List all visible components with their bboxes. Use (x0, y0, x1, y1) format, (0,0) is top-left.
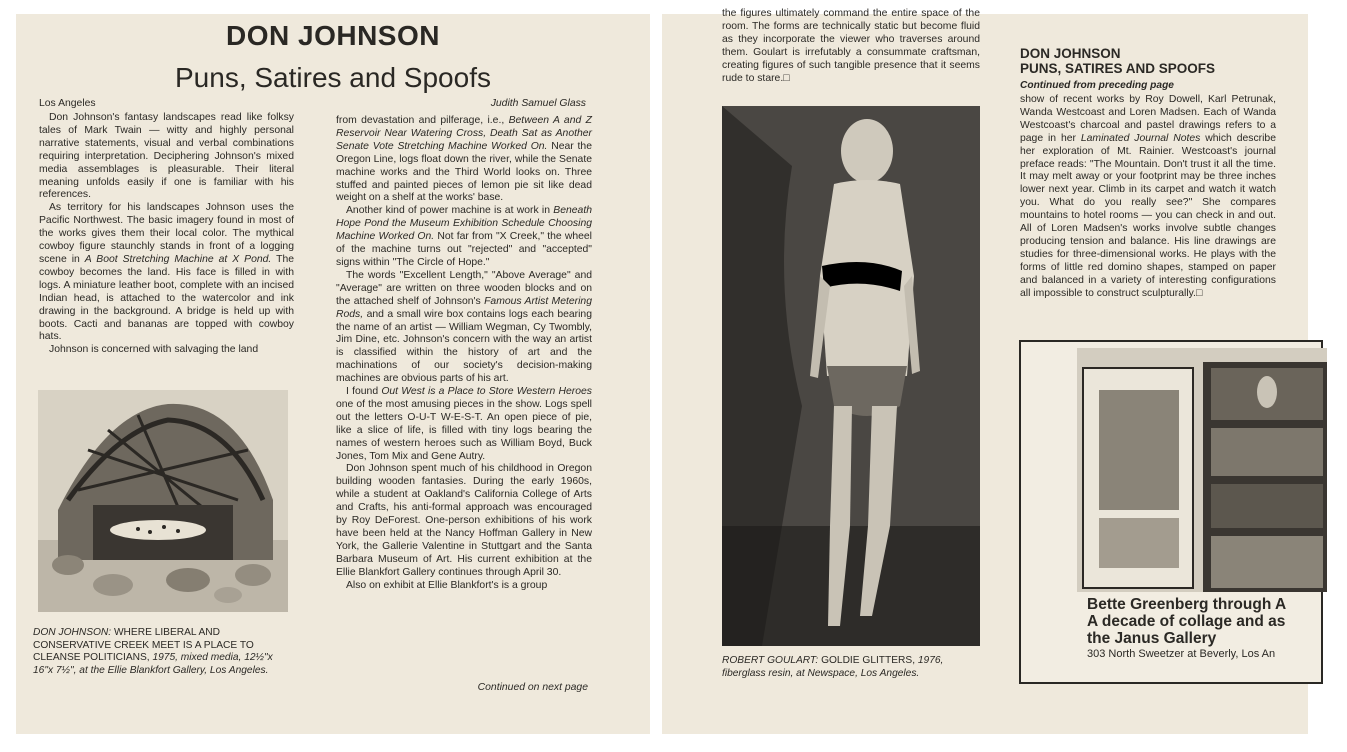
goulart-review-ending (722, 8, 980, 85)
paragraph: As territory for his landscapes Johnson uses the Pacific Northwest. The basic imagery found in most of the works gives them their local color. The mythical cowboy figure staunchly stands in front of a logging scene in A Boot Stretching Machine at X Pond. The cowboy becomes the land. His face is filled in with logs. A miniature leather boot, complete with an incised Indian head, is attached to the watercolor and ink drawing in the background. A bridge is held up with boots. Cacti and bananas are topped with cowboy hats. (39, 202, 294, 343)
byline: Judith Samuel Glass (490, 98, 586, 109)
assemblage-image (38, 390, 288, 612)
article-subtitle: Puns, Satires and Spoofs (175, 62, 491, 93)
paragraph: Also on exhibit at Ellie Blankfort's is a group (346, 579, 548, 591)
left-page (16, 14, 650, 734)
photo-caption: DON JOHNSON: WHERE LIBERAL AND CONSERVATIVE CREEK MEET IS A PLACE TO CLEANSE POLITICIANS, 1975, mixed media, 12½"x 16"x 7½", at the Ellie Blankfort Gallery, Los Angeles. (33, 627, 273, 676)
continued-next-page: Continued on next page (477, 682, 588, 693)
paragraph: from devastation and pilferage, i.e., Between A and Z Reservoir Near Watering Cross, Death Sat as Another Senate Vote Stretching Machine Worked On. Near the Oregon Line, logs float down the river, while the Senate machine works and the Third World looks on. Three stuffed and painted pieces of lemon pie sit like dead weight on a shelf at the works' base. (336, 115, 592, 204)
paragraph: show of recent works by Roy Dowell, Karl Petrunak, Wanda Westcoast and Loren Madsen. Each of Wanda Westcoast's charcoal and pastel drawings refers to a page in her Laminated Journal Notes which describe her exploration of Mt. Rainier. Westcoast's journal preface reads: "The Mountain. Don't trust it all the time. It may melt away or your footprint may be three inches lower next year. Climb in its carpet and watch it watch you. What do you really see?" She compares mountains to hotel rooms — you can check in and out. All of Loren Madsen's works involve subtle changes producing tension and balance. His line drawings are studies for three-dimensional works. He plays with the forms of little red domino shapes, stamped on paper and balanced in a variety of interesting configurations all impossible to construct sculpturally.□ (1020, 94, 1276, 299)
ad-cabinet-photo (1077, 348, 1327, 592)
artwork-photo-goulart (722, 106, 980, 646)
paragraph: the figures ultimately command the entire space of the room. The forms are technically static but become fluid as they incorporate the viewer who traverses around them. Goulart is irrefutably a consummate craftsman, creating figures of such tangible presence that it seems rude to stare.□ (722, 8, 980, 84)
paragraph: Don Johnson's fantasy landscapes read like folksy tales of Mark Twain — witty and highly personal narrative statements, visual and verbal combinations requiring interpretation. Deciphering Johnson's mixed media assemblages is pleasurable. Their literal meaning unfolds easily if one is familiar with his references. (39, 112, 294, 201)
dateline: Los Angeles (39, 98, 96, 109)
paragraph: Johnson is concerned with salvaging the land (49, 344, 259, 356)
heading-line: PUNS, SATIRES AND SPOOFS (1020, 61, 1216, 76)
gallery-advertisement (1019, 340, 1323, 684)
photo-caption: ROBERT GOULART: GOLDIE GLITTERS, 1976, fiberglass resin, at Newspace, Los Angeles. (722, 655, 944, 679)
article-title: DON JOHNSON (226, 20, 440, 51)
continued-article-body (1020, 94, 1276, 301)
ad-title: Bette Greenberg through A A decade of collage and as the Janus Gallery (1087, 596, 1287, 647)
paragraph: I found Out West is a Place to Store Western Heroes one of the most amusing pieces in the show. Logs spell out the letters O-U-T W-E-S-T. An open piece of pie, like a slice of life, is filled with tiny logs bearing the names of western heroes such as William Boyd, Buck Jones, Tom Mix and Gene Autry. (336, 386, 592, 462)
heading-line: DON JOHNSON (1020, 46, 1121, 61)
sculpture-image (722, 106, 980, 646)
paragraph: The words "Excellent Length," "Above Average" and "Average" are written on three wooden blocks and on the attached shelf of Johnson's Famous Artist Metering Rods, and a small wire box contains logs each bearing the name of an artist — William Wegman, Cy Twombly, Jim Dine, etc. Johnson's concern with the way an artist is classified within the history of art and the machinations of our society's decision-making machines are obvious parts of his art. (336, 269, 592, 385)
column-left (39, 112, 294, 357)
ad-address: 303 North Sweetzer at Beverly, Los An (1087, 648, 1276, 660)
right-page (662, 8, 1308, 734)
column-right (336, 115, 592, 593)
cabinet-image (1077, 348, 1327, 592)
continued-article-heading (1020, 46, 1310, 76)
paragraph: Another kind of power machine is at work in Beneath Hope Pond the Museum Exhibition Schedule Choosing Machine Worked On. Not far from "X Creek," the wheel of the machine turns out "rejected" and "accepted" signs within "The Circle of Hope." (336, 205, 592, 268)
paragraph: Don Johnson spent much of his childhood in Oregon building wooden fantasies. During the early 1960s, while a student at Oakland's California College of Arts and Crafts, his anti-formal approach was encouraged by Roy DeForest. One-person exhibitions of his work have been held at the Nancy Hoffman Gallery in New York, the Gallerie Valentine in Stuttgart and the Santa Barbara Museum of Art. His current exhibition at the Ellie Blankfort Gallery continues through April 30. (336, 463, 592, 578)
artwork-photo-don-johnson (38, 390, 288, 612)
continued-from-label: Continued from preceding page (1020, 80, 1174, 91)
